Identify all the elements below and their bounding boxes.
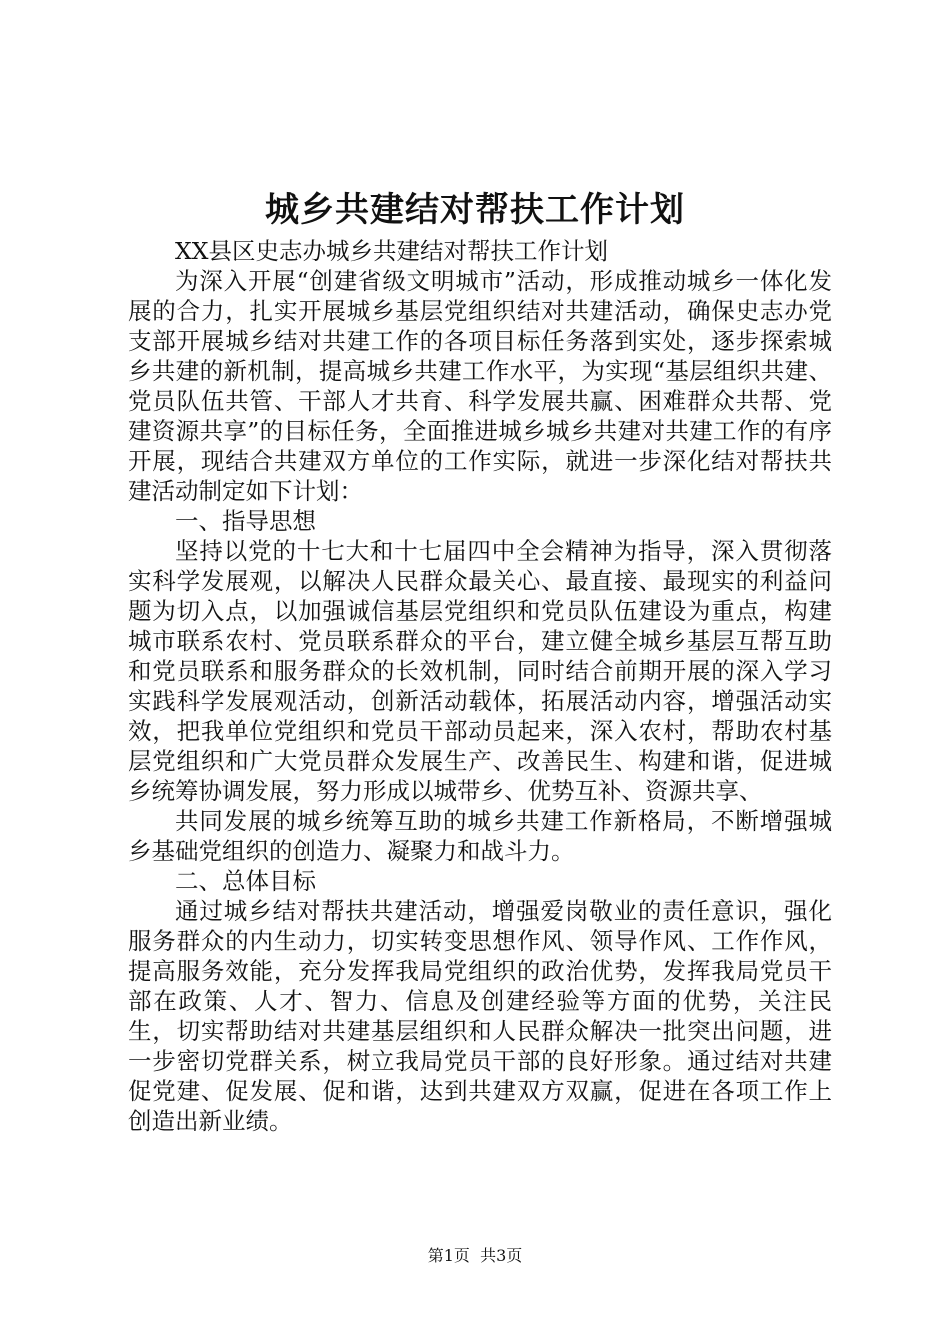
page-total: 共3页	[480, 1246, 523, 1265]
document-body	[128, 236, 832, 1136]
overall-goal-paragraph: 通过城乡结对帮扶共建活动，增强爱岗敬业的责任意识，强化服务群众的内生动力，切实转变思想作风、领导作风、工作作风，提高服务效能，充分发挥我局党组织的政治优势，发挥我局党员干部在政策、人才、智力、信息及创建经验等方面的优势，关注民生，切实帮助结对共建基层组织和人民群众解决一批突出问题，进一步密切党群关系，树立我局党员干部的良好形象。通过结对共建促党建、促发展、促和谐，达到共建双方双赢，促进在各项工作上创造出新业绩。	[128, 897, 832, 1135]
guiding-ideology-paragraph: 坚持以党的十七大和十七届四中全会精神为指导，深入贯彻落实科学发展观，以解决人民群众最关心、最直接、最现实的利益问题为切入点，以加强诚信基层党组织和党员队伍建设为重点，构建城市联系农村、党员联系群众的平台，建立健全城乡基层互帮互助和党员联系和服务群众的长效机制，同时结合前期开展的深入学习实践科学发展观活动，创新活动载体，拓展活动内容，增强活动实效，把我单位党组织和党员干部动员起来，深入农村，帮助农村基层党组织和广大党员群众发展生产、改善民生、构建和谐，促进城乡统筹协调发展，努力形成以城带乡、优势互补、资源共享、	[128, 537, 832, 805]
section-heading-overall-goal: 二、总体目标	[175, 867, 316, 895]
guiding-ideology-continuation: 共同发展的城乡统筹互助的城乡共建工作新格局，不断增强城乡基础党组织的创造力、凝聚力和战斗力。	[128, 807, 832, 865]
subtitle-paragraph: XX县区史志办城乡共建结对帮扶工作计划	[175, 237, 608, 265]
section-heading-guiding-ideology: 一、指导思想	[175, 507, 316, 535]
page-footer	[0, 1245, 950, 1267]
intro-paragraph: 为深入开展“创建省级文明城市”活动，形成推动城乡一体化发展的合力，扎实开展城乡基层党组织结对共建活动，确保史志办党支部开展城乡结对共建工作的各项目标任务落到实处，逐步探索城乡共建的新机制，提高城乡共建工作水平，为实现“基层组织共建、党员队伍共管、干部人才共育、科学发展共赢、困难群众共帮、党建资源共享”的目标任务，全面推进城乡城乡共建对共建工作的有序开展，现结合共建双方单位的工作实际，就进一步深化结对帮扶共建活动制定如下计划：	[128, 267, 832, 505]
page-number: 第1页	[427, 1246, 470, 1265]
document-title: 城乡共建结对帮扶工作计划	[265, 190, 685, 230]
